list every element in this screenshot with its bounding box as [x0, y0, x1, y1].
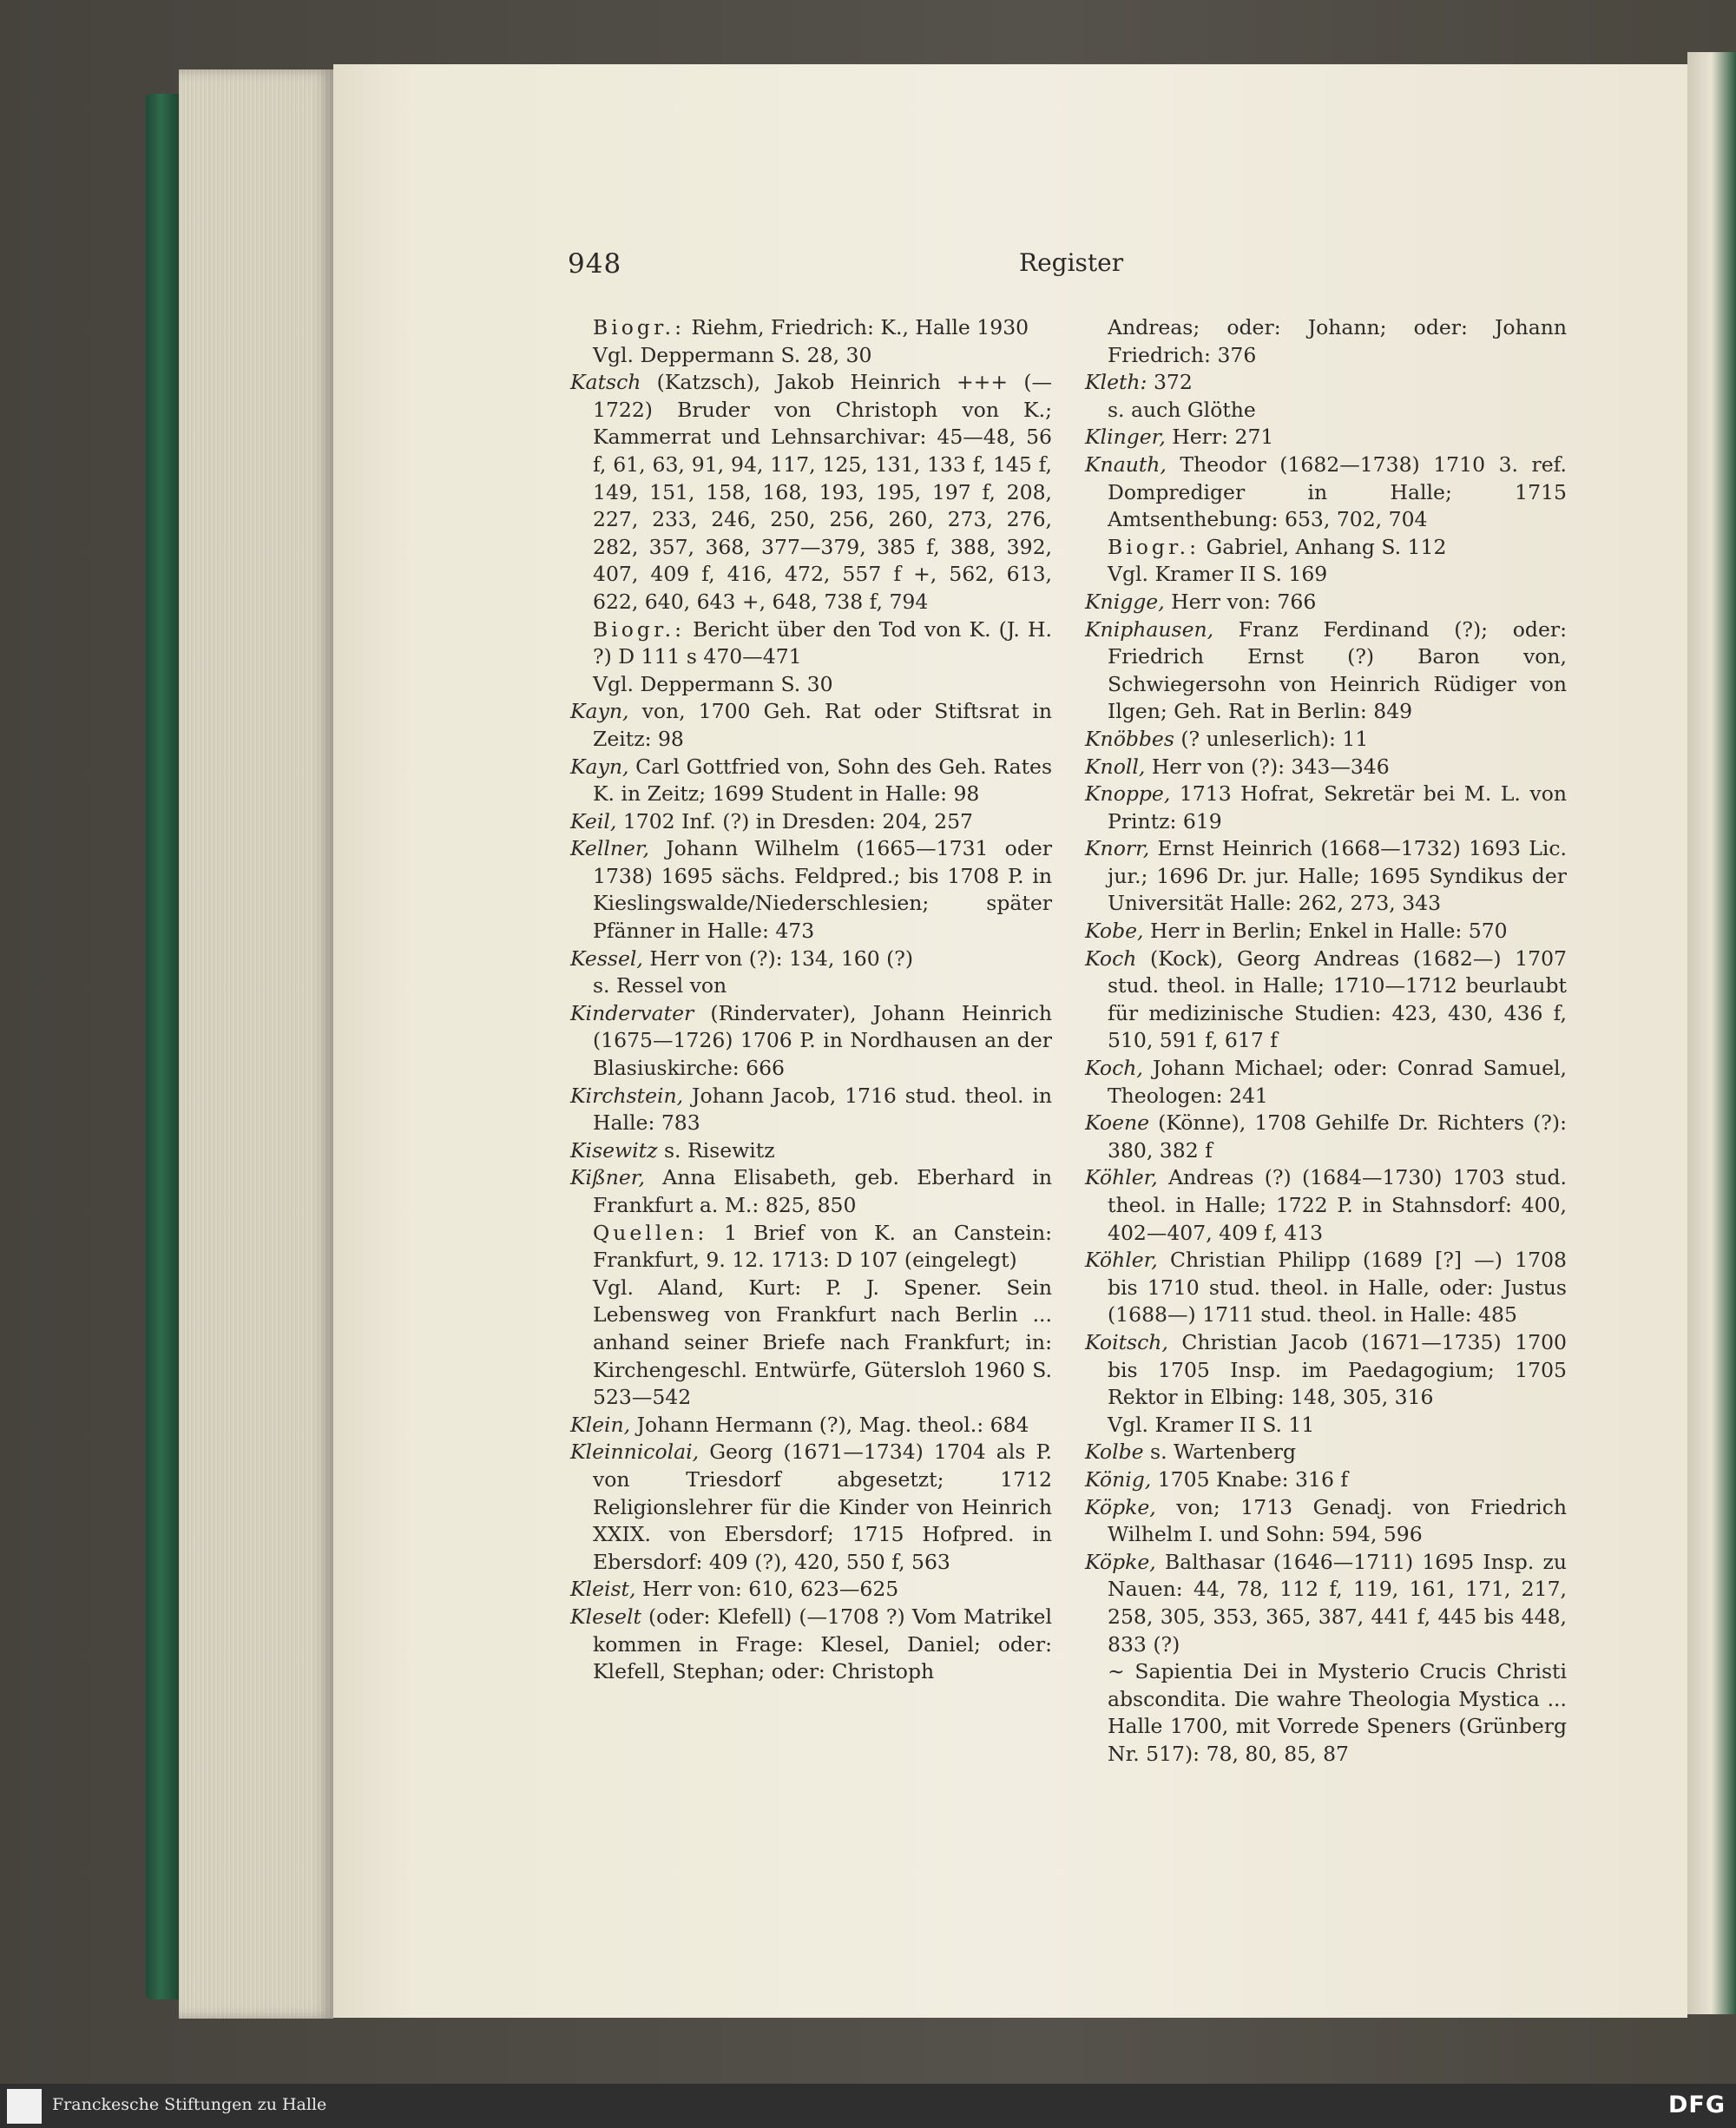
register-entry: [570, 1439, 1052, 1576]
register-entry: [570, 1412, 1052, 1440]
entry-label: Quellen:: [593, 1220, 708, 1245]
entry-name: Klinger,: [1085, 425, 1166, 450]
entry-text: Balthasar (1646—1711) 1695 Insp. zu Nauen: 44, 78, 112 f, 119, 161, 171, 217, 258, 305, 353, 365, 387, 441 f, 445 bis 448, 833 (?): [1108, 1549, 1567, 1657]
entry-text: Franz Ferdinand (?); oder: Friedrich Ernst (?) Baron von, Schwiegersohn von Heinrich Rüdiger von Ilgen; Geh. Rat in Berlin: 849: [1108, 616, 1567, 724]
entry-name: Kindervater: [570, 1000, 694, 1025]
entry-text: s. Wartenberg: [1143, 1440, 1297, 1465]
register-entry: [570, 369, 1052, 616]
entry-text: Herr von: 766: [1164, 589, 1317, 614]
register-entry: [570, 1576, 1052, 1604]
entry-text: s. Risewitz: [657, 1137, 775, 1163]
entry-text: Johann Michael; oder: Conrad Samuel, Theologen: 241: [1108, 1056, 1567, 1108]
register-entry: [1085, 945, 1567, 1055]
register-entry: [1085, 616, 1567, 726]
register-entry: [1085, 1466, 1567, 1494]
register-entry: [1085, 589, 1567, 616]
entry-name: Köpke,: [1085, 1494, 1156, 1519]
entry-name: Koitsch,: [1085, 1329, 1168, 1354]
register-entry: [570, 1137, 1052, 1165]
register-subentry: [570, 671, 1052, 699]
register-subentry: [570, 314, 1052, 342]
register-subentry: [570, 342, 1052, 370]
entry-name: Kobe,: [1085, 919, 1144, 944]
entry-text: (Rindervater), Johann Heinrich (1675—1726) 1706 P. in Nordhausen an der Blasiuskirche: 666: [593, 1000, 1052, 1081]
register-subentry: [570, 1275, 1052, 1412]
entry-name: Knöbbes: [1085, 726, 1174, 751]
entry-name: Kleth:: [1085, 370, 1147, 395]
entry-text: s. auch Glöthe: [1108, 397, 1256, 422]
entry-name: Koene: [1085, 1110, 1150, 1136]
register-entry: [570, 1083, 1052, 1137]
register-subentry: [570, 972, 1052, 1000]
entry-text: Christian Jacob (1671—1735) 1700 bis 1705 Insp. im Paedagogium; 1705 Rektor in Elbing: 148, 305, 316: [1108, 1329, 1567, 1410]
entry-text: Herr: 271: [1165, 425, 1274, 450]
entry-name: Kayn,: [570, 699, 629, 724]
register-entry: [1085, 1247, 1567, 1329]
entry-text: Vgl. Aland, Kurt: P. J. Spener. Sein Lebensweg von Frankfurt nach Berlin ... anhand seiner Briefe nach Frankfurt; in: Kirchengeschl. Entwürfe, Gütersloh 1960 S. 523—542: [593, 1275, 1052, 1410]
dfg-logo: DFG: [1667, 2092, 1726, 2118]
entry-name: Kessel,: [570, 945, 643, 971]
entry-text: (Katzsch), Jakob Heinrich +++ (—1722) Bruder von Christoph von K.; Kammerrat und Lehnsarchivar: 45—48, 56 f, 61, 63, 91, 94, 117, 125, 131, 133 f, 145 f, 149, 151, 158, 168, 193, 195, 197 f, 208, 227, 233, 246, 250, 256, 260, 273, 276, 282, 357, 368, 377—379, 385 f, 388, 392, 407, 409 f, 416, 472, 557 f +, 562, 613, 622, 640, 643 +, 648, 738 f, 794: [593, 370, 1052, 614]
entry-text: Andreas (?) (1684—1730) 1703 stud. theol. in Halle; 1722 P. in Stahnsdorf: 400, 402—407, 409 f, 413: [1108, 1165, 1567, 1245]
entry-name: Keil,: [570, 808, 617, 833]
register-entry: [1085, 424, 1567, 451]
entry-name: Kisewitz: [570, 1137, 658, 1163]
entry-text: Georg (1671—1734) 1704 als P. von Triesdorf abgesetzt; 1712 Religionslehrer für die Kinder von Heinrich XXIX. von Ebersdorf; 1715 Hofpred. in Ebersdorf: 409 (?), 420, 550 f, 563: [593, 1440, 1052, 1574]
page-number: 948: [568, 248, 622, 280]
entry-text: Vgl. Deppermann S. 30: [593, 671, 833, 696]
entry-text: Vgl. Kramer II S. 11: [1108, 1412, 1315, 1437]
entry-text: von; 1713 Genadj. von Friedrich Wilhelm I. und Sohn: 594, 596: [1108, 1494, 1567, 1547]
entry-name: Katsch: [570, 370, 641, 395]
entry-text: (? unleserlich): 11: [1174, 726, 1369, 751]
footer-bar: [0, 2084, 1736, 2128]
register-entry: [570, 754, 1052, 808]
entry-text: Theodor (1682—1738) 1710 3. ref. Domprediger in Halle; 1715 Amtsenthebung: 653, 702, 704: [1108, 451, 1567, 532]
entry-text: 1 Brief von K. an Canstein: Frankfurt, 9. 12. 1713: D 107 (eingelegt): [593, 1220, 1052, 1273]
entry-text: (Könne), 1708 Gehilfe Dr. Richters (?): 380, 382 f: [1108, 1110, 1567, 1163]
entry-name: Kolbe: [1085, 1440, 1144, 1465]
register-entry: [1085, 781, 1567, 835]
register-subentry: [1085, 1658, 1567, 1768]
entry-name: Kleselt: [570, 1604, 641, 1629]
register-entry: [570, 808, 1052, 836]
entry-name: Köhler,: [1085, 1248, 1158, 1273]
register-entry: [1085, 1329, 1567, 1412]
register-subentry: [1085, 561, 1567, 589]
running-head: [333, 248, 1687, 300]
entry-text: Herr von: 610, 623—625: [635, 1577, 899, 1602]
entry-name: Kniphausen,: [1085, 616, 1214, 642]
register-entry: [1085, 754, 1567, 781]
entry-text: Johann Jacob, 1716 stud. theol. in Halle: 783: [593, 1083, 1052, 1136]
register-subentry: [1085, 534, 1567, 562]
entry-label: Biogr.:: [593, 315, 686, 339]
entry-name: Kleist,: [570, 1577, 636, 1602]
entry-text: Bericht über den Tod von K. (J. H. ?) D 111 s 470—471: [593, 616, 1052, 669]
register-entry: [1085, 1549, 1567, 1658]
entry-name: Koch,: [1085, 1056, 1143, 1081]
entry-text: 1705 Knabe: 316 f: [1151, 1466, 1349, 1492]
register-entry: [1085, 1055, 1567, 1110]
entry-name: Knauth,: [1085, 451, 1167, 477]
entry-text: 1713 Hofrat, Sekretär bei M. L. von Printz: 619: [1108, 781, 1567, 833]
register-entry: [570, 1164, 1052, 1219]
entry-name: Kayn,: [570, 754, 629, 779]
register-entry: [1085, 1164, 1567, 1247]
entry-text: Ernst Heinrich (1668—1732) 1693 Lic. jur.; 1696 Dr. jur. Halle; 1695 Syndikus der Universität Halle: 262, 273, 343: [1108, 836, 1567, 916]
entry-label: Biogr.:: [1108, 534, 1200, 559]
entry-name: Köpke,: [1085, 1549, 1156, 1574]
entry-name: Knoppe,: [1085, 781, 1171, 807]
entry-name: Knorr,: [1085, 836, 1150, 861]
register-entry: [570, 945, 1052, 973]
entry-text: s. Ressel von: [593, 973, 727, 998]
register-subentry: [570, 1220, 1052, 1275]
register-subentry: [1085, 397, 1567, 425]
register-entry: [1085, 1494, 1567, 1549]
register-entry: [570, 1604, 1052, 1686]
left-column: [570, 314, 1052, 1686]
entry-name: König,: [1085, 1466, 1152, 1492]
book-page: [333, 64, 1687, 2018]
register-entry: [1085, 1110, 1567, 1164]
register-entry: [1085, 726, 1567, 754]
register-subentry: [1085, 1412, 1567, 1440]
register-entry: [570, 835, 1052, 945]
entry-text: 372: [1147, 370, 1193, 395]
entry-text: Vgl. Deppermann S. 28, 30: [593, 342, 872, 367]
entry-name: Kirchstein,: [570, 1083, 684, 1108]
register-subentry: [1085, 314, 1567, 369]
entry-text: von, 1700 Geh. Rat oder Stiftsrat in Zeitz: 98: [593, 699, 1052, 751]
register-entry: [570, 698, 1052, 753]
register-entry: [1085, 918, 1567, 945]
entry-label: Biogr.:: [593, 616, 686, 642]
entry-text: Gabriel, Anhang S. 112: [1200, 534, 1447, 559]
entry-name: Klein,: [570, 1412, 631, 1437]
entry-text: Anna Elisabeth, geb. Eberhard in Frankfurt a. M.: 825, 850: [593, 1165, 1052, 1217]
register-entry: [1085, 451, 1567, 534]
institution-logo-icon: [7, 2089, 42, 2124]
entry-text: (oder: Klefell) (—1708 ?) Vom Matrikel kommen in Frage: Klesel, Daniel; oder: Klefell, Stephan; oder: Christoph: [593, 1604, 1052, 1684]
entry-text: Johann Hermann (?), Mag. theol.: 684: [630, 1412, 1029, 1437]
entry-name: Kellner,: [570, 836, 650, 861]
entry-text: (Kock), Georg Andreas (1682—) 1707 stud. theol. in Halle; 1710—1712 beurlaubt für medizinische Studien: 423, 430, 436 f, 510, 591 f, 617 f: [1108, 945, 1567, 1053]
entry-text: Herr von (?): 343—346: [1145, 754, 1390, 779]
page-block-edges: [179, 69, 333, 2019]
page-title: Register: [1019, 248, 1124, 277]
entry-text: Carl Gottfried von, Sohn des Geh. Rates K. in Zeitz; 1699 Student in Halle: 98: [593, 754, 1052, 807]
entry-text: Riehm, Friedrich: K., Halle 1930: [685, 315, 1029, 339]
register-entry: [1085, 835, 1567, 918]
entry-name: Kißner,: [570, 1165, 645, 1190]
entry-text: Herr in Berlin; Enkel in Halle: 570: [1143, 919, 1508, 944]
register-entry: [1085, 369, 1567, 397]
book-spine: [146, 94, 179, 2000]
register-entry: [1085, 1439, 1567, 1466]
right-column: [1085, 314, 1567, 1768]
entry-text: Johann Wilhelm (1665—1731 oder 1738) 1695 sächs. Feldpred.; bis 1708 P. in Kieslingswalde/Niederschlesien; später Pfänner in Halle: 473: [593, 836, 1052, 944]
facing-page-edge: [1687, 52, 1736, 2014]
entry-text: Herr von (?): 134, 160 (?): [642, 945, 914, 971]
entry-name: Koch: [1085, 945, 1137, 971]
entry-text: Andreas; oder: Johann; oder: Johann Friedrich: 376: [1108, 315, 1567, 367]
entry-name: Knigge,: [1085, 589, 1165, 614]
entry-text: 1702 Inf. (?) in Dresden: 204, 257: [616, 808, 973, 833]
entry-name: Kleinnicolai,: [570, 1440, 700, 1465]
entry-text: Vgl. Kramer II S. 169: [1108, 562, 1328, 587]
register-entry: [570, 1000, 1052, 1083]
footer-institution: Franckesche Stiftungen zu Halle: [52, 2095, 327, 2114]
entry-text: Christian Philipp (1689 [?] —) 1708 bis 1710 stud. theol. in Halle, oder: Justus (1688—) 1711 stud. theol. in Halle: 485: [1108, 1248, 1567, 1328]
entry-name: Köhler,: [1085, 1165, 1158, 1190]
entry-text: ∼ Sapientia Dei in Mysterio Crucis Christi abscondita. Die wahre Theologia Mystica ... Halle 1700, mit Vorrede Speners (Grünberg Nr. 517): 78, 80, 85, 87: [1108, 1659, 1567, 1766]
register-subentry: [570, 616, 1052, 671]
entry-name: Knoll,: [1085, 754, 1146, 779]
